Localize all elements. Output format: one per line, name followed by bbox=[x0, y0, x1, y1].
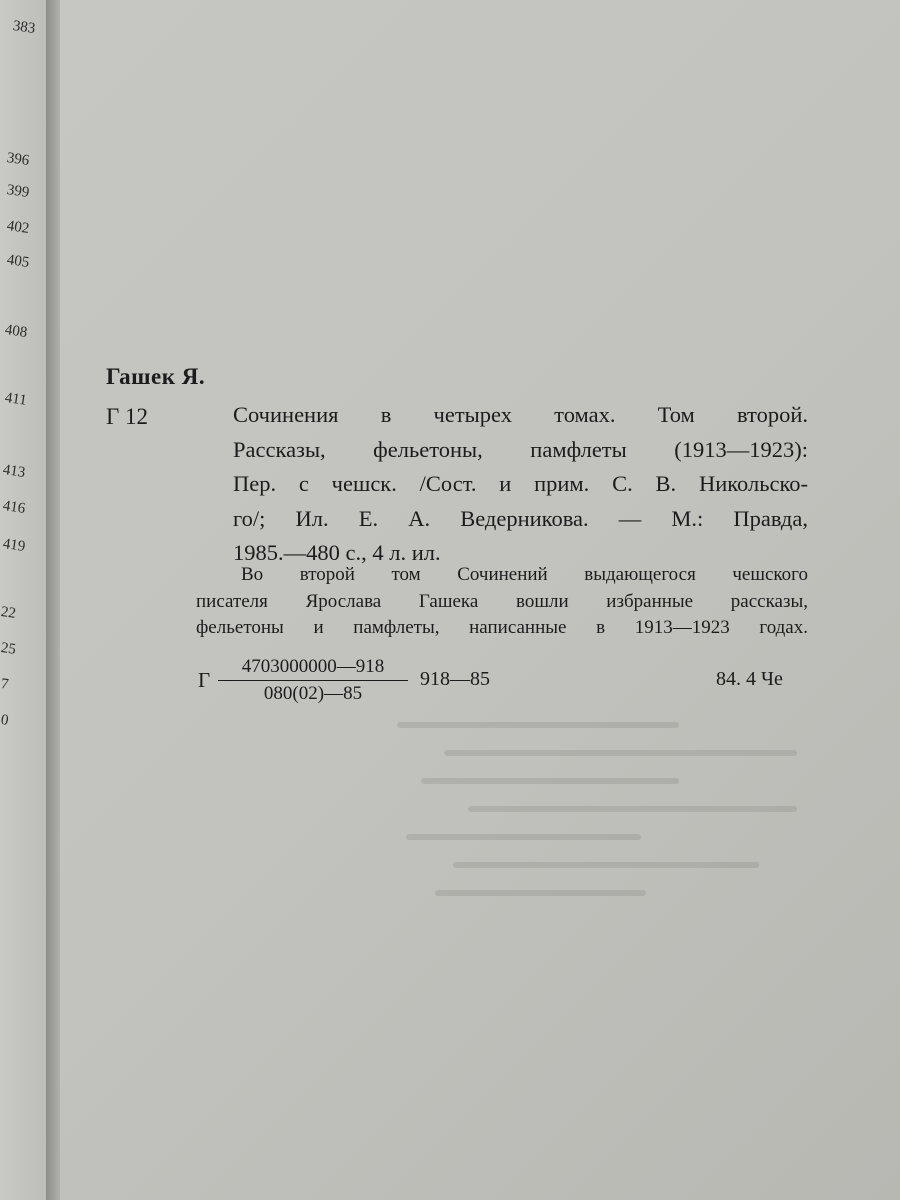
margin-page-number: 419 bbox=[1, 536, 27, 555]
index-code-numerator: 4703000000—918 bbox=[218, 656, 408, 681]
index-code-denominator: 080(02)—85 bbox=[263, 683, 363, 704]
show-through-text bbox=[350, 700, 820, 1000]
description-line: го/; Ил. Е. А. Ведерникова. — М.: Правда, bbox=[233, 505, 808, 531]
margin-page-number: 7 bbox=[0, 676, 10, 693]
left-page-edge bbox=[0, 0, 47, 1200]
margin-page-number: 25 bbox=[0, 640, 17, 658]
annotation-line: Во второй том Сочинений выдающегося чешского bbox=[241, 564, 808, 585]
margin-page-number: 396 bbox=[5, 150, 31, 169]
margin-page-number: 399 bbox=[5, 182, 31, 201]
author-heading: Гашек Я. bbox=[106, 364, 206, 389]
annotation-line: фельетоны и памфлеты, написанные в 1913—1923 годах. bbox=[196, 617, 808, 638]
margin-page-number: 402 bbox=[5, 218, 31, 237]
bibliographic-description bbox=[233, 398, 808, 571]
index-code-fraction bbox=[218, 656, 408, 705]
margin-page-number: 413 bbox=[1, 462, 27, 481]
annotation bbox=[196, 562, 808, 642]
index-code-letter: Г bbox=[198, 668, 211, 692]
description-line: 1985.—480 с., 4 л. ил. bbox=[233, 540, 441, 565]
book-gutter bbox=[46, 0, 60, 1200]
margin-page-number: 411 bbox=[3, 390, 28, 409]
margin-page-number: 383 bbox=[11, 18, 37, 37]
index-code-suffix: 918—85 bbox=[420, 668, 490, 690]
classmark: Г 12 bbox=[106, 404, 149, 429]
annotation-line: писателя Ярослава Гашека вошли избранные рассказы, bbox=[196, 590, 808, 612]
margin-page-number: 22 bbox=[0, 604, 17, 622]
description-line: Рассказы, фельетоны, памфлеты (1913—1923): bbox=[233, 436, 808, 462]
description-line: Пер. с чешск. /Сост. и прим. С. В. Никольско- bbox=[233, 471, 808, 496]
margin-page-number: 0 bbox=[0, 712, 10, 729]
bbk-code: 84. 4 Че bbox=[716, 668, 783, 690]
margin-page-number: 416 bbox=[1, 498, 27, 517]
margin-page-number: 405 bbox=[5, 252, 31, 271]
description-line: Сочинения в четырех томах. Том второй. bbox=[233, 402, 808, 427]
margin-page-number: 408 bbox=[3, 322, 29, 341]
